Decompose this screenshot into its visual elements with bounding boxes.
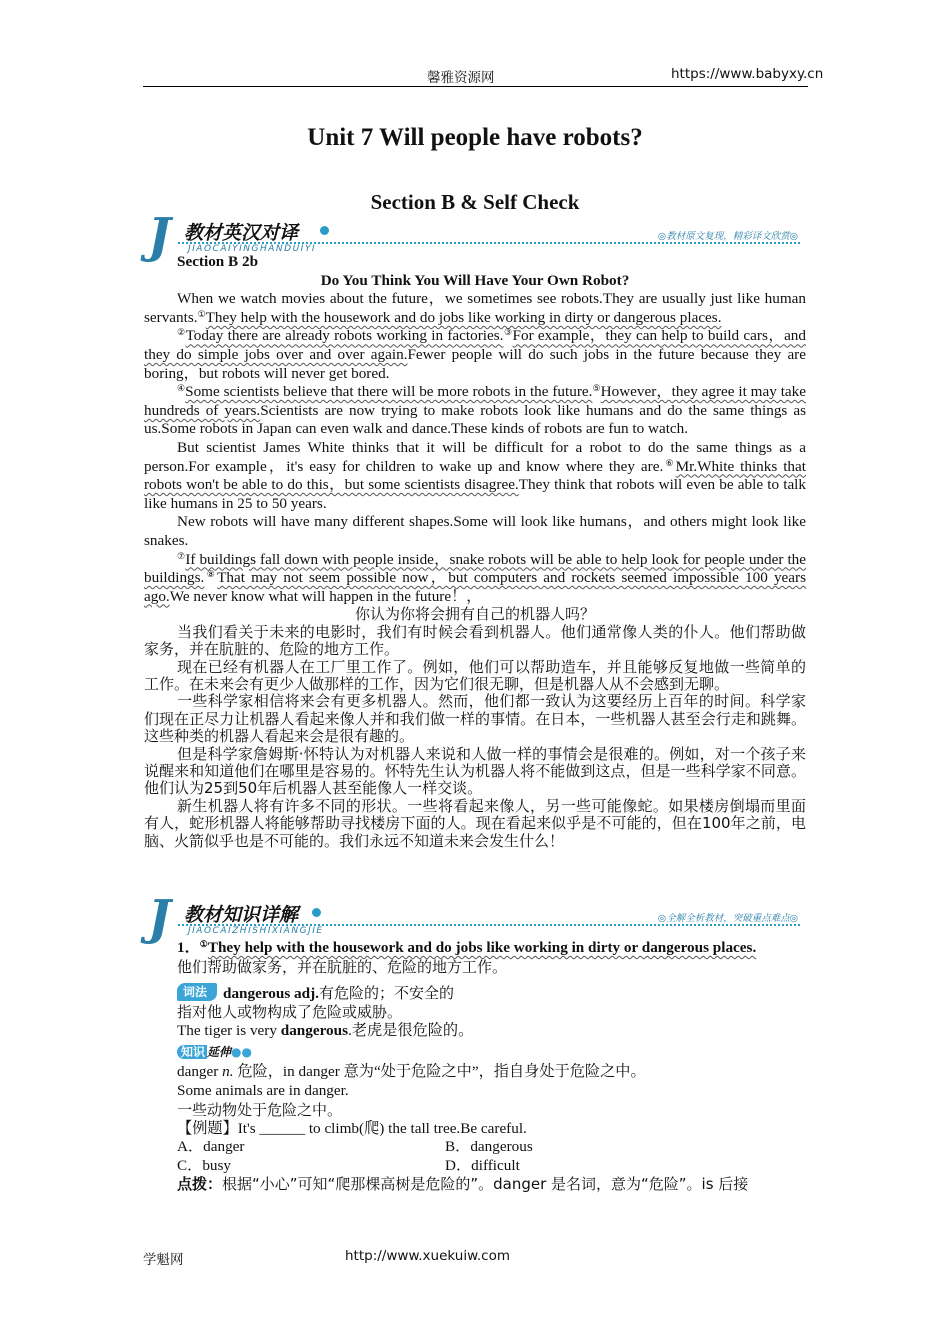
banner-j-logo: J [148, 890, 171, 946]
translation-paragraph-3: 一些科学家相信将来会有更多机器人。然而，他们都一致认为这要经历上百年的时间。科学家们现在正尽力让机器人看起来像人并和我们做一样的事情。在日本，一些机器人甚至会行走和跳舞。这些种类的机器人看起来会是很有趣的。 [144, 692, 806, 746]
banner-tagline: ◎全解全析教材，突破重点难点◎ [657, 913, 798, 924]
passage-paragraph-4: But scientist James White thinks that it will be difficult for a robot to do the same things as a person.For example，it's easy for children to wake up and know where they are.⑥Mr.White thinks that robots won't be able to do this，but some scientists disagree.They think that robots will even be able to talk like humans in 25 to 50 years. [144, 438, 806, 512]
passage-paragraph-2: ②Today there are already robots working in factories.③For example，they can help to build cars，and they do simple jobs over and over again.Fewer people will do such jobs in the future because they are boring，but robots will never get bored. [144, 327, 806, 382]
key-sentence: Today there are already robots working in factories. [185, 327, 504, 345]
notes-block [144, 939, 806, 1194]
passage-paragraph-6: ⑦If buildings fall down with people inside，snake robots will be able to help look for people under the buildings.⑧That may not seem possible now，but computers and rockets seemed impossible 100 years ago.We never know what will happen in the future！， [144, 550, 806, 605]
key-sentence: If buildings fall down with people inside，snake robots will be able to help look for people under the buildings. [144, 550, 806, 587]
note-marker: ⑤ [592, 383, 601, 394]
note-marker: ⑥ [663, 457, 676, 468]
option-d[interactable]: D．difficult [445, 1156, 520, 1174]
zhishi-yanshen-badge: 知识 延伸●● [177, 1043, 252, 1062]
note-item-1-translation: 他们帮助做家务，并在肮脏的、危险的地方工作。 [177, 957, 508, 976]
banner-dot-icon [312, 908, 321, 917]
banner-tagline: ◎教材原文复现，精彩译文欣赏◎ [657, 231, 798, 242]
note-marker: ② [177, 327, 186, 338]
exercise-options-cd [144, 1157, 806, 1176]
key-sentence: However，they agree it may take hundreds of years. [144, 383, 806, 419]
exercise-options-ab [144, 1138, 806, 1157]
note-marker: ⑧ [204, 569, 218, 580]
passage-paragraph-3: ④Some scientists believe that there will be more robots in the future.⑤However，they agree it may take hundreds of years.Scientists are now trying to make robots look like humans and do the same things as us.Some robots in Japan can even walk and dance.These kinds of robots are fun to watch. [144, 383, 806, 438]
key-sentence: Some scientists believe that there will be more robots in the future. [185, 383, 593, 401]
translation-paragraph-4: 但是科学家詹姆斯·怀特认为对机器人来说和人做一样的事情会是很难的。例如，对一个孩子来说醒来和知道他们在哪里是容易的。怀特先生认为机器人将不能做到这点，但是一些科学家不同意。他们认为25到50年后机器人甚至能像人一样交谈。 [144, 744, 806, 798]
example-cn: 一些动物处于危险之中。 [177, 1100, 343, 1119]
option-a[interactable]: A．danger [177, 1138, 245, 1156]
key-sentence: That may not seem possible now，but computers and rockets seemed impossible 100 years ago. [144, 569, 806, 605]
key-sentence: They help with the housework and do jobs like working in dirty or dangerous places. [207, 939, 757, 956]
section-subtitle: Section B & Self Check [370, 190, 580, 214]
translation-title: 你认为你将会拥有自己的机器人吗？ [354, 605, 595, 624]
key-sentence: Mr.White thinks that robots won't be able to do this，but some scientists disagree. [144, 457, 806, 494]
example-en: Some animals are in danger. [177, 1081, 349, 1099]
passage-block [144, 253, 806, 850]
passage-paragraph-1: When we watch movies about the future，we sometimes see robots.They are usually just like human servants.①They help with the housework and do jobs like working in dirty or dangerous places. [144, 290, 806, 326]
section-banner-knowledge [148, 890, 800, 946]
passage-title: Do You Think You Will Have Your Own Robot? [320, 271, 630, 289]
header-url[interactable]: https://www.babyxy.cn [671, 66, 824, 82]
banner-title: 教材英汉对译 [184, 222, 299, 244]
word-definition: 指对他人或物构成了危险或威胁。 [177, 1003, 403, 1022]
example-sentence: The tiger is very dangerous.老虎是很危险的。 [177, 1022, 474, 1040]
header-rule [143, 86, 808, 87]
option-c[interactable]: C．busy [177, 1156, 232, 1174]
section-label: Section B 2b [177, 253, 259, 270]
key-sentence: For example，they can help to build cars，and they do simple jobs over and over again. [144, 327, 806, 363]
note-item-1: 1．①They help with the housework and do jobs like working in dirty or dangerous places. [177, 939, 757, 956]
banner-pinyin: JIAOCAIZHISHIXIANGJIE [188, 926, 324, 936]
banner-pinyin: JIAOCAIYINGHANDUIYI [188, 244, 316, 254]
footer-site: 学魁网 [143, 1252, 184, 1268]
translation-paragraph-2: 现在已经有机器人在工厂里工作了。例如，他们可以帮助造车，并且能够反复地做一些简单的工作。在未来会有更少人做那样的工作，因为它们很无聊，但是机器人从不会感到无聊。 [144, 657, 806, 693]
exercise-tip: 点拨：根据“小心”可知“爬那棵高树是危险的”。danger 是名词，意为“危险”。is 后接 [177, 1175, 749, 1194]
translation-paragraph-5: 新生机器人将有许多不同的形状。一些将看起来像人，另一些可能像蛇。如果楼房倒塌而里面有人，蛇形机器人将能够帮助寻找楼房下面的人。现在看起来似乎是不可能的，但在100年之前，电脑、火箭似乎也是不可能的。我们永远不知道未来会发生什么！ [144, 796, 806, 850]
danger-entry: danger n. 危险，in danger 意为“处于危险之中”，指自身处于危险之中。 [177, 1063, 646, 1081]
extension-badge-row [144, 1043, 806, 1064]
note-marker: ③ [503, 327, 513, 338]
word-entry: 词法 dangerous adj.有危险的；不安全的 [144, 983, 806, 1004]
note-marker: ① [199, 939, 208, 949]
banner-j-logo: J [148, 208, 171, 264]
option-b[interactable]: B．dangerous [445, 1138, 533, 1156]
banner-dot-icon [320, 226, 329, 235]
cifa-badge: 词法 [177, 983, 217, 1002]
banner-title: 教材知识详解 [184, 904, 299, 926]
footer-url[interactable]: http://www.xuekuiw.com [345, 1248, 511, 1264]
key-sentence: They help with the housework and do jobs like working in dirty or dangerous places. [205, 308, 722, 326]
note-marker: ⑦ [177, 550, 186, 561]
note-marker: ④ [177, 383, 186, 394]
header-site: 馨雅资源网 [427, 70, 495, 86]
page-title: Unit 7 Will people have robots? [307, 124, 643, 151]
passage-paragraph-5: New robots will have many different shapes.Some will look like humans，and others might look like snakes. [144, 513, 806, 549]
translation-paragraph-1: 当我们看关于未来的电影时，我们有时候会看到机器人。他们通常像人类的仆人。他们帮助做家务，并在肮脏的、危险的地方工作。 [144, 622, 806, 659]
exercise-question: 【例题】It's ______ to climb(爬) the tall tree.Be careful. [177, 1119, 527, 1137]
note-marker: ① [197, 308, 206, 319]
